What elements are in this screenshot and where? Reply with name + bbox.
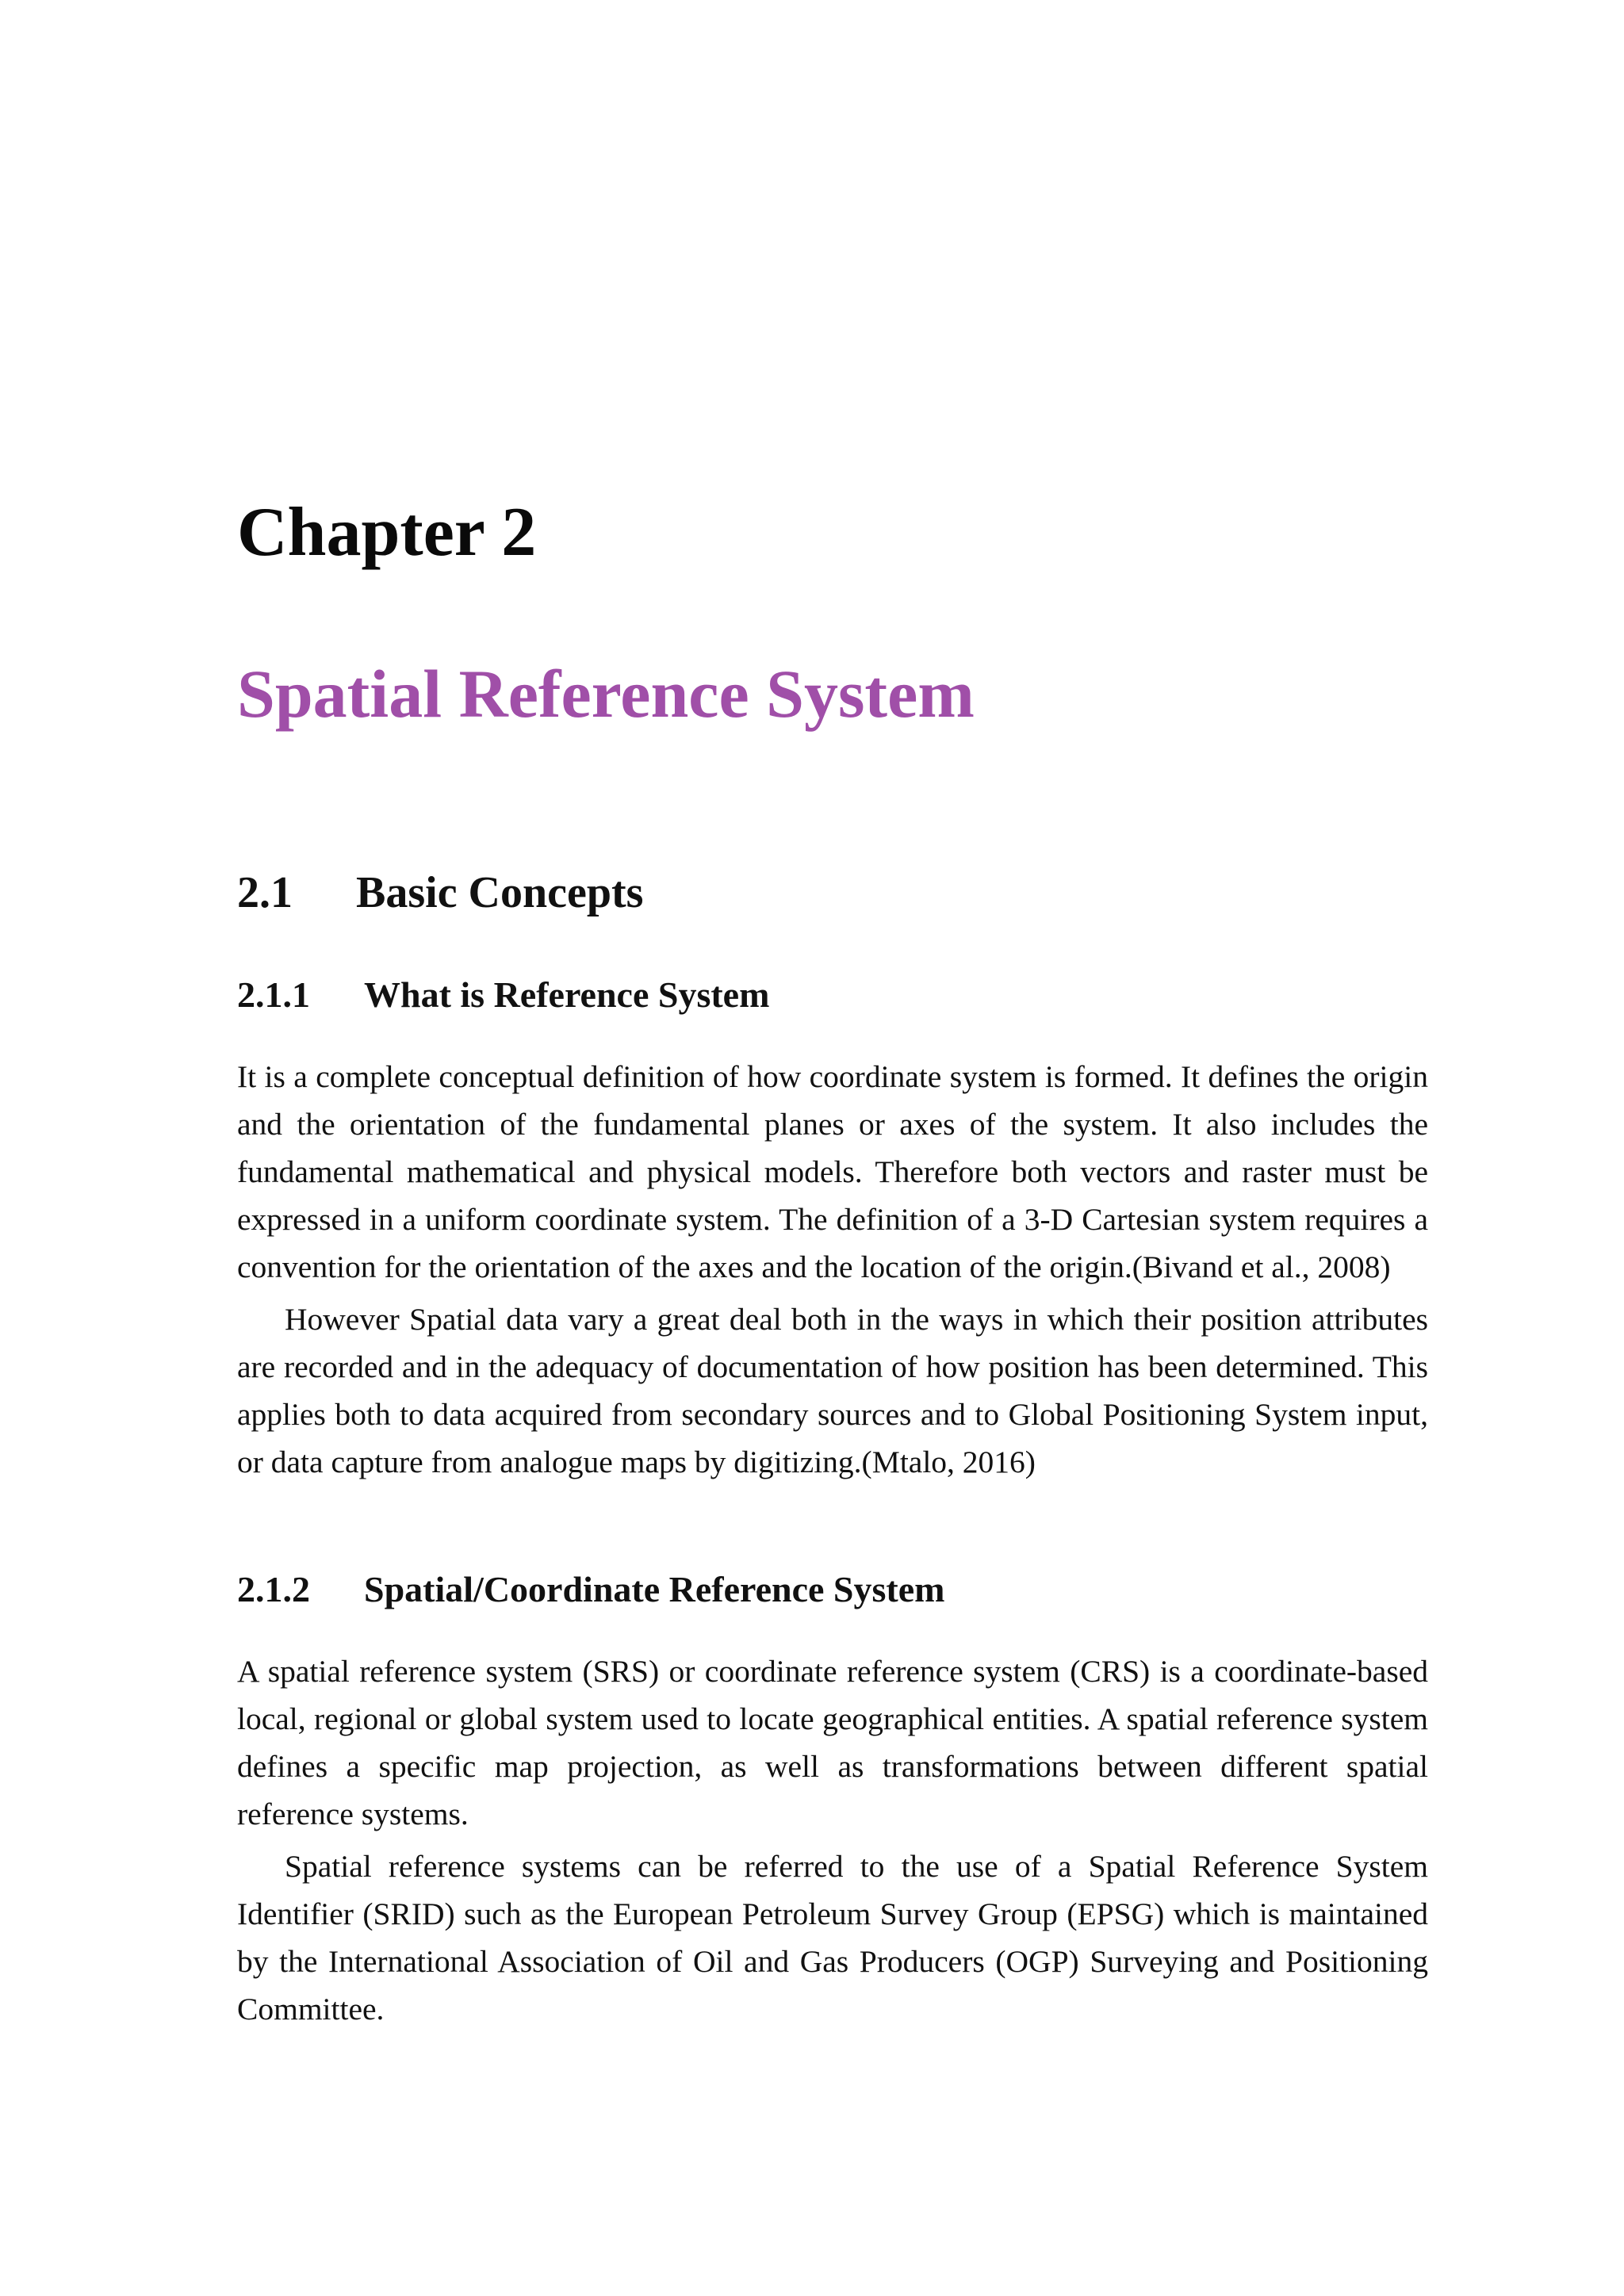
- subsection-number: 2.1.1: [237, 974, 310, 1015]
- subsection-title: What is Reference System: [364, 974, 770, 1015]
- paragraph: A spatial reference system (SRS) or coordinate reference system (CRS) is a coordinate-based local, regional or global system used to locate geographical entities. A spatial reference system defines a specific map projection, as well as transformations between different spatial reference systems.: [237, 1654, 1428, 1831]
- subsection-number: 2.1.2: [237, 1569, 310, 1609]
- section-heading-basic-concepts: [237, 868, 644, 917]
- chapter-label: Chapter 2: [237, 494, 537, 571]
- paragraph: It is a complete conceptual definition of how coordinate system is formed. It defines the origin and the orientation of the fundamental planes or axes of the system. It also includes the fundamental mathematical and physical models. Therefore both vectors and raster must be expressed in a uniform coordinate system. The definition of a 3-D Cartesian system requires a convention for the orientation of the axes and the location of the origin.(Bivand et al., 2008): [237, 1059, 1428, 1284]
- section-title: Basic Concepts: [356, 868, 644, 917]
- subsection-heading-spatial-coordinate-reference-system: [237, 1571, 944, 1608]
- chapter-title: Spatial Reference System: [237, 656, 975, 732]
- paragraph: However Spatial data vary a great deal both in the ways in which their position attributes are recorded and in the adequacy of documentation of how position has been determined. This applies both to data acquired from secondary sources and to Global Positioning System input, or data capture from analogue maps by digitizing.(Mtalo, 2016): [237, 1302, 1428, 1479]
- paragraph: Spatial reference systems can be referred to the use of a Spatial Reference System Identifier (SRID) such as the European Petroleum Survey Group (EPSG) which is maintained by the International Association of Oil and Gas Producers (OGP) Surveying and Positioning Committee.: [237, 1849, 1428, 2026]
- subsection-2-body: [237, 1647, 1428, 2033]
- subsection-title: Spatial/Coordinate Reference System: [364, 1569, 945, 1609]
- subsection-heading-what-is-reference-system: [237, 974, 770, 1015]
- subsection-1-body: [237, 1053, 1428, 1486]
- section-number: 2.1: [237, 868, 293, 917]
